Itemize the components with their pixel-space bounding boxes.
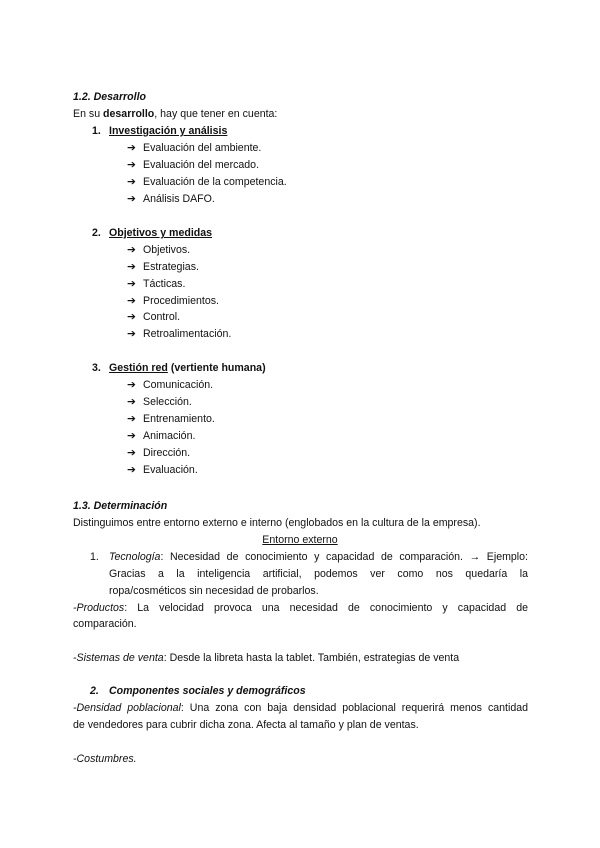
componentes-heading (90, 684, 306, 698)
group-1-number: 1. (92, 125, 101, 137)
list-item-text: Entrenamiento. (143, 413, 215, 425)
list-item-text: Análisis DAFO. (143, 193, 215, 205)
densidad-label: -Densidad poblacional (73, 702, 181, 714)
tecnologia-line-3: ropa/cosméticos sin necesidad de probarlos. (109, 585, 319, 597)
arrow-right-icon: ➔ (127, 447, 136, 459)
tecnologia-label: Tecnología (109, 551, 161, 563)
productos-text: : La velocidad provoca una necesidad de conocimiento y capacidad de (124, 602, 528, 614)
intro-pre: En su (73, 108, 104, 120)
list-item-text: Dirección. (143, 447, 191, 459)
list-item (127, 260, 199, 274)
tecnologia-line-1 (109, 550, 528, 564)
list-item (127, 310, 180, 324)
list-item-text: Evaluación. (143, 464, 198, 476)
arrow-right-icon: ➔ (127, 328, 136, 340)
list-item (127, 395, 192, 409)
arrow-right-icon: ➔ (127, 193, 136, 205)
list-item (127, 158, 259, 172)
group-2-title: Objetivos y medidas (109, 227, 213, 239)
arrow-right-icon: ➔ (127, 278, 136, 290)
componentes-number: 2. (90, 685, 99, 697)
list-item-text: Selección. (143, 396, 192, 408)
list-item (127, 192, 215, 206)
arrow-right-icon: ➔ (127, 311, 136, 323)
intro-post: , hay que tener en cuenta: (154, 108, 278, 120)
list-item (127, 412, 215, 426)
arrow-right-icon: ➔ (127, 464, 136, 476)
sistemas-venta-label: -Sistemas de venta (73, 652, 164, 664)
productos-label: -Productos (73, 602, 125, 614)
intro-bold: desarrollo (103, 108, 155, 120)
section-heading-determinacion: 1.3. Determinación (73, 500, 168, 512)
arrow-right-icon: ➔ (127, 176, 136, 188)
list-item (127, 446, 190, 460)
section-heading-desarrollo: 1.2. Desarrollo (73, 91, 147, 103)
group-3-heading (92, 361, 266, 375)
tecnologia-line-2: Gracias a la inteligencia artificial, podemos ver como nos quedaría la (109, 568, 528, 580)
list-item-text: Retroalimentación. (143, 328, 232, 340)
arrow-right-icon: ➔ (127, 396, 136, 408)
arrow-right-icon: ➔ (127, 430, 136, 442)
arrow-right-icon: ➔ (127, 142, 136, 154)
arrow-right-icon: ➔ (127, 244, 136, 256)
list-item (127, 463, 198, 477)
list-item-text: Procedimientos. (143, 295, 219, 307)
desarrollo-intro (73, 107, 277, 121)
list-item (127, 294, 219, 308)
densidad-text: : Una zona con baja densidad poblacional requerirá menos cantidad (180, 702, 528, 714)
list-item (127, 429, 195, 443)
productos-line-1 (73, 601, 528, 615)
sistemas-venta-text: : Desde la libreta hasta la tablet. También, estrategias de venta (163, 652, 460, 664)
list-item (127, 243, 190, 257)
group-3-title: Gestión red (109, 362, 168, 374)
list-item-text: Evaluación del ambiente. (143, 142, 262, 154)
list-item-text: Tácticas. (143, 278, 186, 290)
group-3-number: 3. (92, 362, 101, 374)
list-item-text: Evaluación de la competencia. (143, 176, 287, 188)
group-3-title-extra: (vertiente humana) (167, 362, 266, 374)
list-item-text: Objetivos. (143, 244, 191, 256)
group-1-heading (92, 124, 227, 138)
list-item (127, 327, 231, 341)
costumbres-line: -Costumbres. (73, 753, 137, 765)
entorno-externo-title: Entorno externo (262, 534, 338, 546)
list-item (127, 141, 261, 155)
determinacion-intro: Distinguimos entre entorno externo e interno (englobados en la cultura de la empresa). (73, 517, 481, 529)
densidad-line-1 (73, 701, 528, 715)
group-2-heading (92, 226, 212, 240)
list-item-text: Animación. (143, 430, 196, 442)
tecnologia-text: : Necesidad de conocimiento y capacidad de comparación. → Ejemplo: (160, 551, 528, 563)
sistemas-venta-line (73, 651, 459, 665)
group-1-title: Investigación y análisis (109, 125, 228, 137)
list-item-text: Comunicación. (143, 379, 214, 391)
list-item (127, 378, 213, 392)
list-item (127, 175, 287, 189)
tecnologia-number: 1. (90, 551, 99, 563)
densidad-line-2: de vendedores para cubrir dicha zona. Afecta al tamaño y plan de ventas. (73, 719, 419, 731)
list-item-text: Evaluación del mercado. (143, 159, 260, 171)
list-item-text: Control. (143, 311, 181, 323)
arrow-right-icon: ➔ (127, 159, 136, 171)
arrow-right-icon: ➔ (127, 379, 136, 391)
productos-line-2: comparación. (73, 618, 137, 630)
componentes-title: Componentes sociales y demográficos (109, 685, 306, 697)
arrow-right-icon: ➔ (127, 261, 136, 273)
list-item (127, 277, 185, 291)
arrow-right-icon: ➔ (127, 413, 136, 425)
arrow-right-icon: ➔ (127, 295, 136, 307)
list-item-text: Estrategias. (143, 261, 199, 273)
group-2-number: 2. (92, 227, 101, 239)
